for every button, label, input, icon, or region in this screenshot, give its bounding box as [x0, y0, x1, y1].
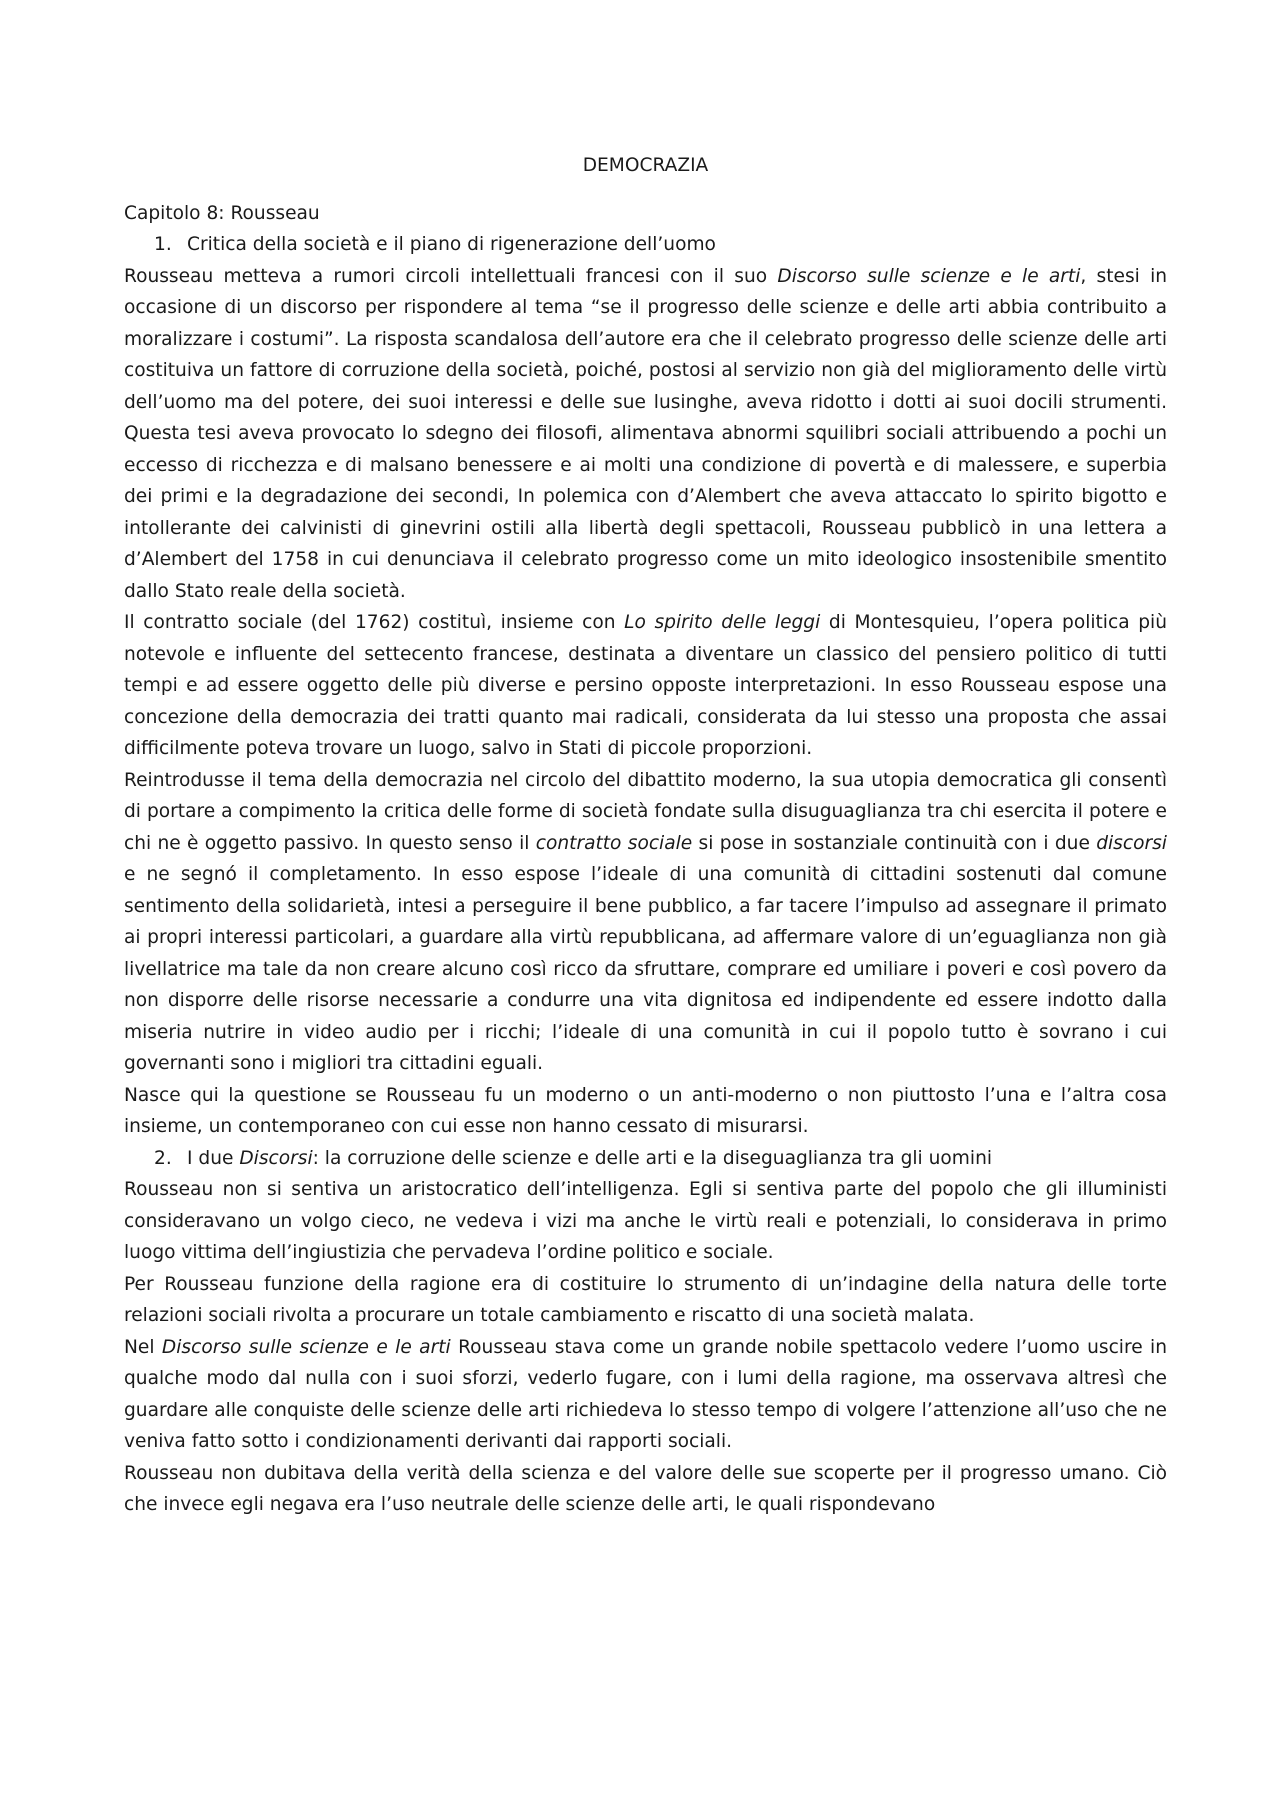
section-2-heading: [124, 1143, 1167, 1175]
section-2-number: 2.: [154, 1147, 172, 1169]
text-run: I due: [187, 1147, 240, 1169]
section-1-number: 1.: [154, 234, 172, 255]
work-title-italic: discorsi: [1096, 832, 1167, 854]
document-page: [124, 150, 1167, 1521]
work-title-italic: Discorso sulle scienze e le arti: [777, 265, 1081, 287]
section-2-paragraph-3: [124, 1332, 1167, 1458]
section-1-paragraph-3: [124, 765, 1167, 1080]
text-run: Il contratto sociale (del 1762) costituì, insieme con: [124, 612, 625, 633]
section-1-title: Critica della società e il piano di rigenerazione dell’uomo: [187, 234, 716, 255]
chapter-heading: Capitolo 8: Rousseau: [124, 202, 320, 224]
text-run: Rousseau stava come un grande nobile spettacolo vedere l’uomo uscire in qualche modo dal nulla con i suoi sforzi, vederlo fugare, con i lumi della ragione, ma osservava altresì che guardare alle conquiste delle scienze delle arti richiedeva lo stesso tempo di volgere l’attenzione all’uso che ne veniva fatto sotto i condizionamenti derivanti dai rapporti sociali.: [124, 1336, 1167, 1452]
work-title-italic: Discorso sulle scienze e le arti: [161, 1336, 451, 1358]
document-title: DEMOCRAZIA: [582, 155, 709, 176]
text-run: Reintrodusse il tema della democrazia nel circolo del dibattito moderno, la sua utopia democratica gli consentì di portare a compimento la critica delle forme di società fondate sulla disuguaglianza tra chi esercita il potere e chi ne è oggetto passivo. In questo senso il: [124, 769, 1167, 854]
section-2-paragraph-1: Rousseau non si sentiva un aristocratico dell’intelligenza. Egli si sentiva parte del popolo che gli illuministi consideravano un volgo cieco, ne vedeva i vizi ma anche le virtù reali e potenziali, lo considerava in primo luogo vittima dell’ingiustizia che pervadeva l’ordine politico e sociale.: [124, 1179, 1167, 1263]
section-1-paragraph-1: [124, 261, 1167, 608]
section-1-heading: [124, 229, 1167, 261]
text-run: e ne segnó il completamento. In esso espose l’ideale di una comunità di cittadini sostenuti dal comune sentimento della solidarietà, intesi a perseguire il bene pubblico, a far tacere l’impulso ad assegnare il primato ai propri interessi particolari, a guardare alla virtù repubblicana, ad affermare valore di un’eguaglianza non già livellatrice ma tale da non creare alcuno così ricco da sfruttare, comprare ed umiliare i poveri e così povero da non disporre delle risorse necessarie a condurre una vita dignitosa ed indipendente ed essere indotto dalla miseria nutrire in video audio per i ricchi; l’ideale di una comunità in cui il popolo tutto è sovrano i cui governanti sono i migliori tra cittadini eguali.: [124, 864, 1167, 1074]
work-title-italic: Lo spirito delle leggi: [624, 612, 821, 633]
text-run: , stesi in occasione di un discorso per rispondere al tema “se il progresso delle scienze e delle arti abbia contribuito a moralizzare i costumi”. La risposta scandalosa dell’autore era che il celebrato progresso delle scienze delle arti costituiva un fattore di corruzione della società, poiché, postosi al servizio non già del miglioramento delle virtù dell’uomo ma del potere, dei suoi interessi e delle sue lusinghe, aveva ridotto i dotti ai suoi docili strumenti. Questa tesi aveva provocato lo sdegno dei filosofi, alimentava abnormi squilibri sociali attribuendo a pochi un eccesso di ricchezza e di malsano benessere e ai molti una condizione di povertà e di malessere, e superbia dei primi e la degradazione dei secondi, In polemica con d’Alembert che aveva attaccato lo spirito bigotto e intollerante dei calvinisti di ginevrini ostili alla libertà degli spettacoli, Rousseau pubblicò in una lettera a d’Alembert del 1758 in cui denunciava il celebrato progresso come un mito ideologico insostenibile smentito dallo Stato reale della società.: [124, 265, 1168, 602]
section-2-paragraph-2: Per Rousseau funzione della ragione era di costituire lo strumento di un’indagine della natura delle torte relazioni sociali rivolta a procurare un totale cambiamento e riscatto di una società malata.: [124, 1273, 1167, 1326]
work-title-italic: contratto sociale: [535, 832, 693, 854]
text-run: Nel: [124, 1336, 162, 1358]
text-run: Rousseau metteva a rumori circoli intellettuali francesi con il suo: [124, 265, 778, 287]
section-1-paragraph-4: Nasce qui la questione se Rousseau fu un moderno o un anti-moderno o non piuttosto l’una e l’altra cosa insieme, un contemporaneo con cui esse non hanno cessato di misurarsi.: [124, 1084, 1167, 1137]
text-run: : la corruzione delle scienze e delle arti e la diseguaglianza tra gli uomini: [312, 1147, 993, 1169]
section-1-paragraph-2: [124, 607, 1167, 765]
section-2-paragraph-4: Rousseau non dubitava della verità della scienza e del valore delle sue scoperte per il progresso umano. Ciò che invece egli negava era l’uso neutrale delle scienze delle arti, le quali rispondevano: [124, 1462, 1167, 1515]
text-run: si pose in sostanziale continuità con i due: [692, 832, 1097, 854]
text-run: di Montesquieu, l’opera politica più notevole e influente del settecento francese, destinata a diventare un classico del pensiero politico di tutti tempi e ad essere oggetto delle più diverse e persino opposte interpretazioni. In esso Rousseau espose una concezione della democrazia dei tratti quanto mai radicali, considerata da lui stesso una proposta che assai difficilmente poteva trovare un luogo, salvo in Stati di piccole proporzioni.: [124, 612, 1167, 759]
work-title-italic: Discorsi: [239, 1147, 313, 1169]
